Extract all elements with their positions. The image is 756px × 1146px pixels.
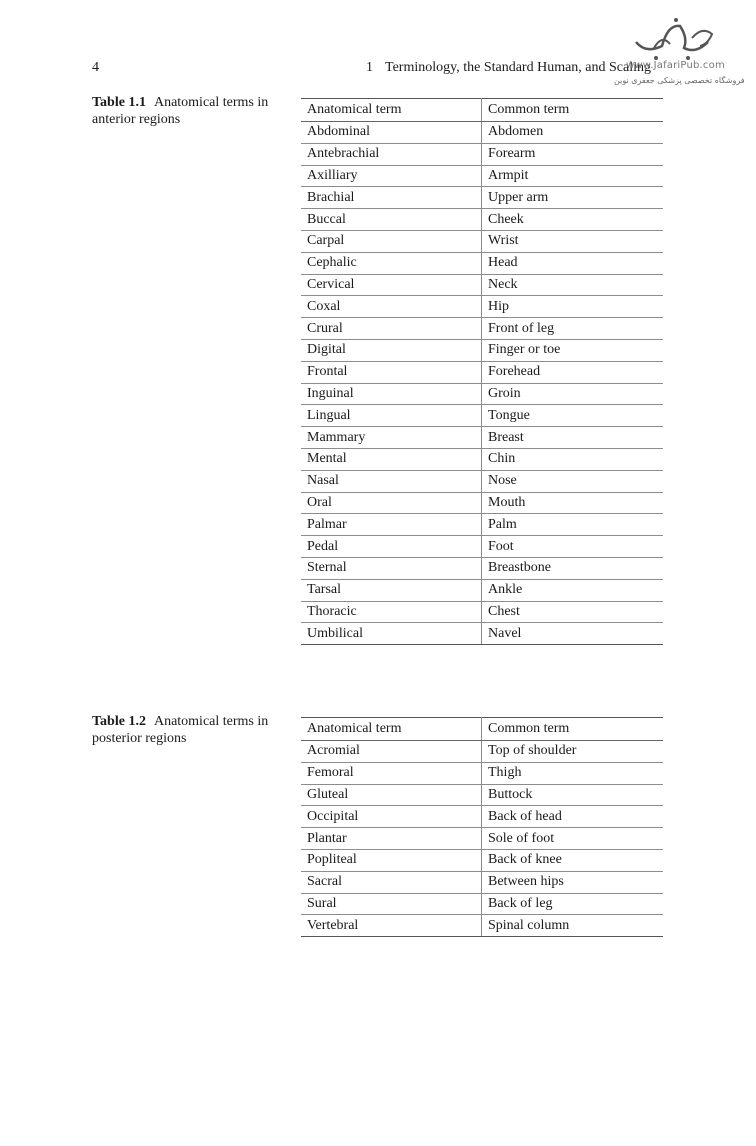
table-row [301, 339, 663, 361]
common-term-cell: Wrist [482, 230, 664, 252]
table-posterior-regions [301, 717, 663, 937]
table-1-caption [92, 94, 282, 128]
table-row [301, 806, 663, 828]
table-row [301, 405, 663, 427]
table-header-row [301, 99, 663, 122]
table-row [301, 514, 663, 536]
table-row [301, 557, 663, 579]
common-term-cell: Breastbone [482, 557, 664, 579]
table-row [301, 470, 663, 492]
common-term-cell: Breast [482, 427, 664, 449]
anatomical-term-cell: Thoracic [301, 601, 482, 623]
table-row [301, 361, 663, 383]
common-term-cell: Navel [482, 623, 664, 645]
anatomical-term-cell: Mental [301, 448, 482, 470]
common-term-cell: Spinal column [482, 915, 664, 937]
common-term-cell: Buttock [482, 784, 664, 806]
anatomical-term-cell: Palmar [301, 514, 482, 536]
common-term-cell: Chest [482, 601, 664, 623]
common-term-cell: Back of knee [482, 849, 664, 871]
table-2-caption [92, 713, 282, 747]
common-term-cell: Nose [482, 470, 664, 492]
table-row [301, 143, 663, 165]
table-row [301, 427, 663, 449]
table-1-label: Table 1.1 [92, 95, 146, 110]
chapter-title: Terminology, the Standard Human, and Scaling [385, 60, 651, 75]
table-header-row [301, 718, 663, 741]
table-anterior-regions [301, 98, 663, 645]
anatomical-term-cell: Crural [301, 318, 482, 340]
table-row [301, 871, 663, 893]
table-row [301, 828, 663, 850]
publisher-url: www.JafariPub.com [626, 60, 725, 71]
table-row [301, 536, 663, 558]
table-row [301, 448, 663, 470]
anatomical-term-cell: Lingual [301, 405, 482, 427]
common-term-cell: Mouth [482, 492, 664, 514]
common-term-cell: Abdomen [482, 122, 664, 144]
anatomical-term-cell: Cervical [301, 274, 482, 296]
table-row [301, 579, 663, 601]
table-row [301, 849, 663, 871]
publisher-logo-icon [596, 14, 730, 64]
table-row [301, 165, 663, 187]
anatomical-term-cell: Popliteal [301, 849, 482, 871]
anatomical-term-cell: Coxal [301, 296, 482, 318]
common-term-cell: Front of leg [482, 318, 664, 340]
anatomical-term-cell: Femoral [301, 762, 482, 784]
anatomical-term-cell: Tarsal [301, 579, 482, 601]
anatomical-term-cell: Antebrachial [301, 143, 482, 165]
table-row [301, 187, 663, 209]
table-row [301, 230, 663, 252]
table-row [301, 492, 663, 514]
table-row [301, 601, 663, 623]
anatomical-term-cell: Plantar [301, 828, 482, 850]
common-term-cell: Tongue [482, 405, 664, 427]
anatomical-term-cell: Frontal [301, 361, 482, 383]
anatomical-term-cell: Buccal [301, 209, 482, 231]
anatomical-term-cell: Carpal [301, 230, 482, 252]
common-term-cell: Hip [482, 296, 664, 318]
anatomical-term-cell: Occipital [301, 806, 482, 828]
table-row [301, 893, 663, 915]
anatomical-term-cell: Acromial [301, 741, 482, 763]
common-term-cell: Back of leg [482, 893, 664, 915]
anatomical-term-cell: Mammary [301, 427, 482, 449]
anatomical-term-cell: Brachial [301, 187, 482, 209]
table-row [301, 383, 663, 405]
page-number: 4 [92, 60, 99, 75]
anatomical-term-cell: Abdominal [301, 122, 482, 144]
anatomical-term-cell: Vertebral [301, 915, 482, 937]
anatomical-term-cell: Oral [301, 492, 482, 514]
table-1-caption-text: Anatomical terms in anterior regions [92, 95, 269, 127]
anatomical-term-cell: Sternal [301, 557, 482, 579]
anatomical-term-cell: Pedal [301, 536, 482, 558]
anatomical-term-cell: Axilliary [301, 165, 482, 187]
common-term-cell: Top of shoulder [482, 741, 664, 763]
table-row [301, 741, 663, 763]
common-term-cell: Cheek [482, 209, 664, 231]
table-row [301, 318, 663, 340]
common-term-cell: Back of head [482, 806, 664, 828]
common-term-cell: Ankle [482, 579, 664, 601]
table-row [301, 209, 663, 231]
column-header-anatomical-term: Anatomical term [301, 718, 482, 741]
anatomical-term-cell: Sural [301, 893, 482, 915]
column-header-common-term: Common term [482, 99, 664, 122]
publisher-watermark [596, 14, 745, 92]
table-row [301, 122, 663, 144]
common-term-cell: Armpit [482, 165, 664, 187]
common-term-cell: Foot [482, 536, 664, 558]
common-term-cell: Sole of foot [482, 828, 664, 850]
anatomical-term-cell: Inguinal [301, 383, 482, 405]
publisher-shop-name: فروشگاه تخصصی پزشکی جعفری نوین [614, 76, 745, 85]
table-row [301, 252, 663, 274]
table-row [301, 623, 663, 645]
anatomical-term-cell: Sacral [301, 871, 482, 893]
anatomical-term-cell: Nasal [301, 470, 482, 492]
common-term-cell: Forehead [482, 361, 664, 383]
anatomical-term-cell: Cephalic [301, 252, 482, 274]
common-term-cell: Upper arm [482, 187, 664, 209]
table-2-label: Table 1.2 [92, 714, 146, 729]
common-term-cell: Groin [482, 383, 664, 405]
column-header-anatomical-term: Anatomical term [301, 99, 482, 122]
table-2-caption-text: Anatomical terms in posterior regions [92, 714, 269, 746]
table-row [301, 784, 663, 806]
common-term-cell: Forearm [482, 143, 664, 165]
table-row [301, 762, 663, 784]
anatomical-term-cell: Umbilical [301, 623, 482, 645]
common-term-cell: Palm [482, 514, 664, 536]
column-header-common-term: Common term [482, 718, 664, 741]
anatomical-term-cell: Gluteal [301, 784, 482, 806]
common-term-cell: Finger or toe [482, 339, 664, 361]
common-term-cell: Chin [482, 448, 664, 470]
chapter-number: 1 [366, 60, 373, 75]
table-row [301, 274, 663, 296]
common-term-cell: Head [482, 252, 664, 274]
table-row [301, 915, 663, 937]
table-row [301, 296, 663, 318]
anatomical-term-cell: Digital [301, 339, 482, 361]
common-term-cell: Thigh [482, 762, 664, 784]
common-term-cell: Between hips [482, 871, 664, 893]
common-term-cell: Neck [482, 274, 664, 296]
